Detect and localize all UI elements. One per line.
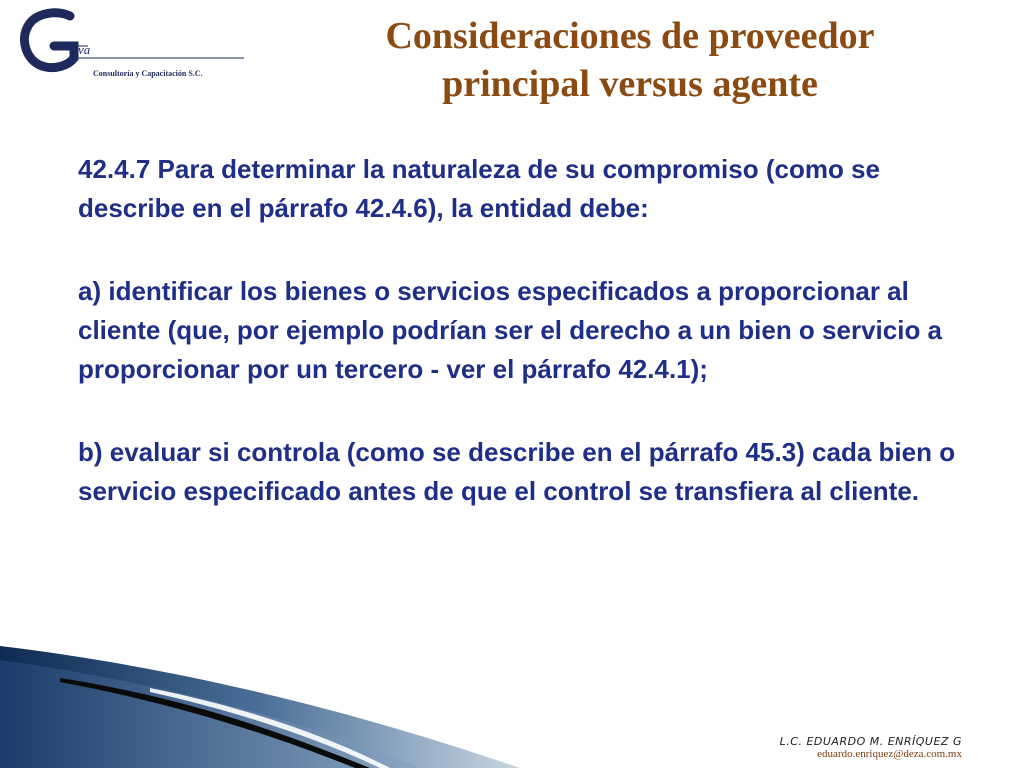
paragraph-42-4-7: 42.4.7 Para determinar la naturaleza de su compromiso (como se describe en el párrafo 42.4.6), la entidad debe: [78,154,880,223]
footer-email[interactable]: eduardo.enriquez@deza.com.mx [817,748,962,760]
company-logo [18,8,248,80]
footer-author: L.C. EDUARDO M. ENRÍQUEZ G [779,735,962,748]
logo-letters: va [78,42,91,57]
logo-company-text: Consultoría y Capacitación S.C. [93,69,203,78]
paragraph-b: b) evaluar si controla (como se describe en el párrafo 45.3) cada bien o servicio especificado antes de que el control se transfiera al cliente. [78,437,956,506]
title-line-2: principal versus agente [442,63,818,105]
slide-body [78,150,958,555]
slide-title [300,12,960,108]
title-line-1: Consideraciones de proveedor [385,15,875,57]
paragraph-a: a) identificar los bienes o servicios especificados a proporcionar al cliente (que, por ejemplo podrían ser el derecho a un bien o servicio a proporcionar por un tercero - ver el párrafo 42.4.1); [78,276,943,384]
footer [780,735,962,760]
